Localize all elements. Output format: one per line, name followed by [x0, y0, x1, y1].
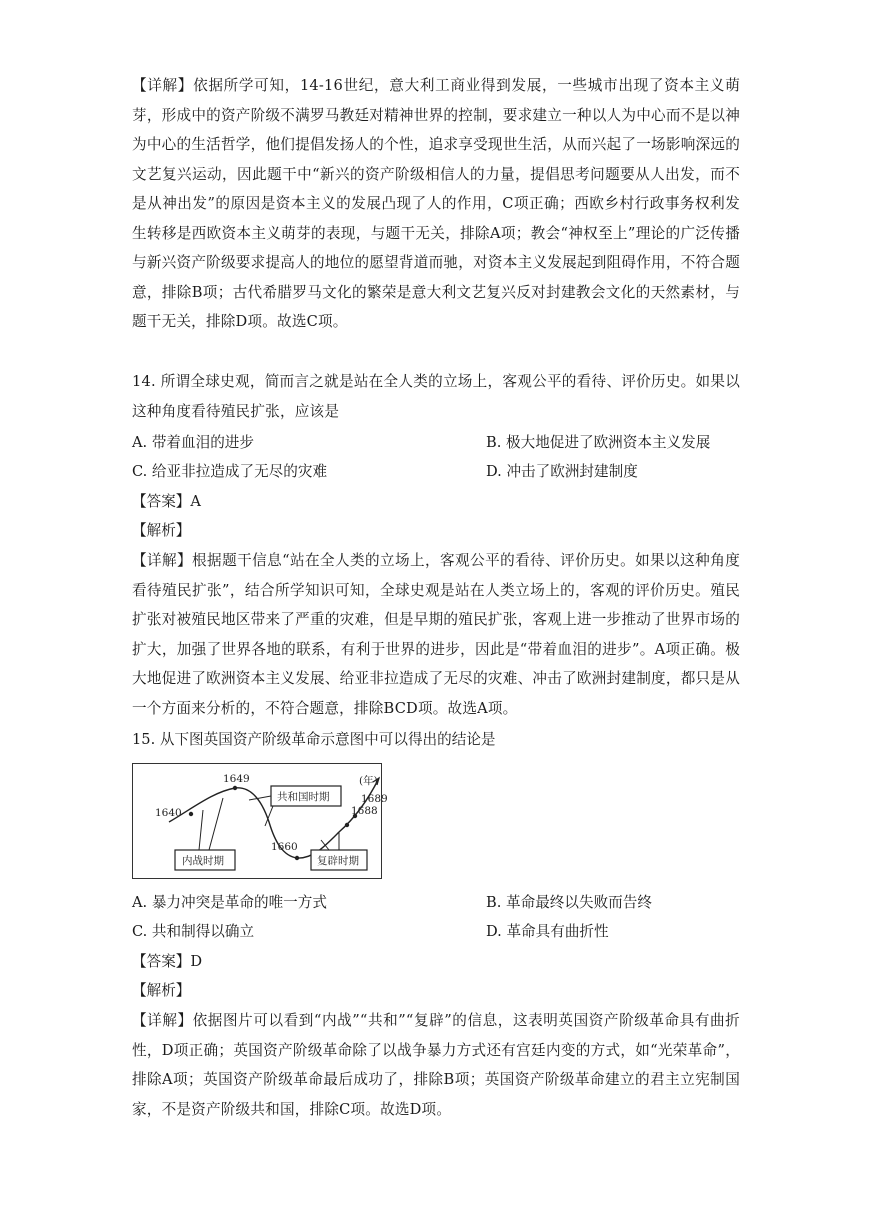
republic-pointer-1	[249, 796, 271, 800]
point-1660	[295, 856, 299, 860]
q14-answer	[132, 492, 201, 512]
detail-tag: 【详解】	[132, 1012, 193, 1029]
q15-option-b: B. 革命最终以失败而告终	[486, 894, 652, 911]
detail-tag: 【详解】	[132, 77, 194, 94]
revolution-timeline-diagram	[132, 763, 388, 879]
q15-answer	[132, 952, 202, 972]
q13-detail-text: 依据所学可知，14-16世纪，意大利工商业得到发展，一些城市出现了资本主义萌芽，形成中的资产阶级不满罗马教廷对精神世界的控制，要求建立一种以人为中心而不是以神为中心的生活哲学，他们提倡发扬人的个性，追求享受现世生活，从而兴起了一场影响深远的文艺复兴运动，因此题干中“新兴的资产阶级相信人的力量，提倡思考问题要从人出发，而不是从神出发”的原因是资本主义的发展凸现了人的作用，C项正确；西欧乡村行政事务权利发生转移是西欧资本主义萌芽的表现，与题干无关，排除A项；教会“神权至上”理论的广泛传播与新兴资产阶级要求提高人的地位的愿望背道而驰，对资本主义发展起到阻碍作用，不符合题意，排除B项；古代希腊罗马文化的繁荣是意大利文艺复兴反对封建教会文化的天然素材，与题干无关，排除D项。故选C项。	[132, 77, 740, 330]
answer-tag: 【答案】	[132, 953, 191, 970]
civil-war-pointer-1	[199, 810, 203, 850]
year-1688: 1688	[351, 805, 378, 817]
q15-option-d: D. 革命具有曲折性	[486, 923, 609, 940]
q14-analysis-tag: 【解析】	[132, 522, 191, 539]
answer-tag: 【答案】	[132, 493, 191, 510]
year-1649: 1649	[223, 773, 250, 785]
point-1649	[233, 786, 237, 790]
q14-option-a: A. 带着血泪的进步	[132, 434, 254, 451]
restoration-period-label: 复辟时期	[317, 855, 359, 867]
year-1689: 1689	[361, 793, 388, 805]
q15-detail-text: 依据图片可以看到“内战”“共和”“复辟”的信息，这表明英国资产阶级革命具有曲折性，D项正确；英国资产阶级革命除了以战争暴力方式还有宫廷内变的方式，如“光荣革命”，排除A项；英国资产阶级革命最后成功了，排除B项；英国资产阶级革命建立的君主立宪制国家，不是资产阶级共和国，排除C项。故选D项。	[132, 1012, 740, 1118]
q13-detail-paragraph	[132, 71, 740, 337]
point-1640	[189, 812, 193, 816]
q15-analysis-tag: 【解析】	[132, 982, 191, 999]
q14-detail-text: 根据题干信息“站在全人类的立场上，客观公平的看待、评价历史。如果以这种角度看待殖民扩张”，结合所学知识可知，全球史观是站在人类立场上的，客观的评价历史。殖民扩张对被殖民地区带来了严重的灾难，但是早期的殖民扩张，客观上进一步推动了世界市场的扩大，加强了世界各地的联系，有利于世界的进步，因此是“带着血泪的进步”。A项正确。极大地促进了欧洲资本主义发展、给亚非拉造成了无尽的灾难、冲击了欧洲封建制度，都只是从一个方面来分析的，不符合题意，排除BCD项。故选A项。	[132, 552, 740, 717]
answer-value: D	[190, 953, 203, 970]
republic-period-label: 共和国时期	[277, 791, 330, 803]
q14-option-c: C. 给亚非拉造成了无尽的灾难	[132, 463, 328, 480]
detail-tag: 【详解】	[132, 552, 193, 569]
q15-option-c: C. 共和制得以确立	[132, 923, 255, 940]
timeline-curve-svg	[133, 764, 388, 880]
q15-detail-paragraph	[132, 1006, 740, 1124]
q15-option-a: A. 暴力冲突是革命的唯一方式	[132, 894, 327, 911]
civil-war-period-label: 内战时期	[182, 855, 224, 867]
civil-war-pointer-2	[209, 798, 223, 850]
q14-option-d: D. 冲击了欧洲封建制度	[486, 463, 638, 480]
year-1660: 1660	[271, 841, 298, 853]
q14-stem: 14. 所谓全球史观，简而言之就是站在全人类的立场上，客观公平的看待、评价历史。如果以这种角度看待殖民扩张，应该是	[132, 373, 740, 420]
answer-value: A	[190, 493, 201, 510]
year-1640: 1640	[155, 807, 182, 819]
year-unit: (年)	[359, 775, 378, 787]
point-1688	[345, 823, 349, 827]
q14-option-b: B. 极大地促进了欧洲资本主义发展	[486, 434, 711, 451]
q15-stem: 15. 从下图英国资产阶级革命示意图中可以得出的结论是	[132, 731, 496, 748]
q14-detail-paragraph	[132, 546, 740, 723]
